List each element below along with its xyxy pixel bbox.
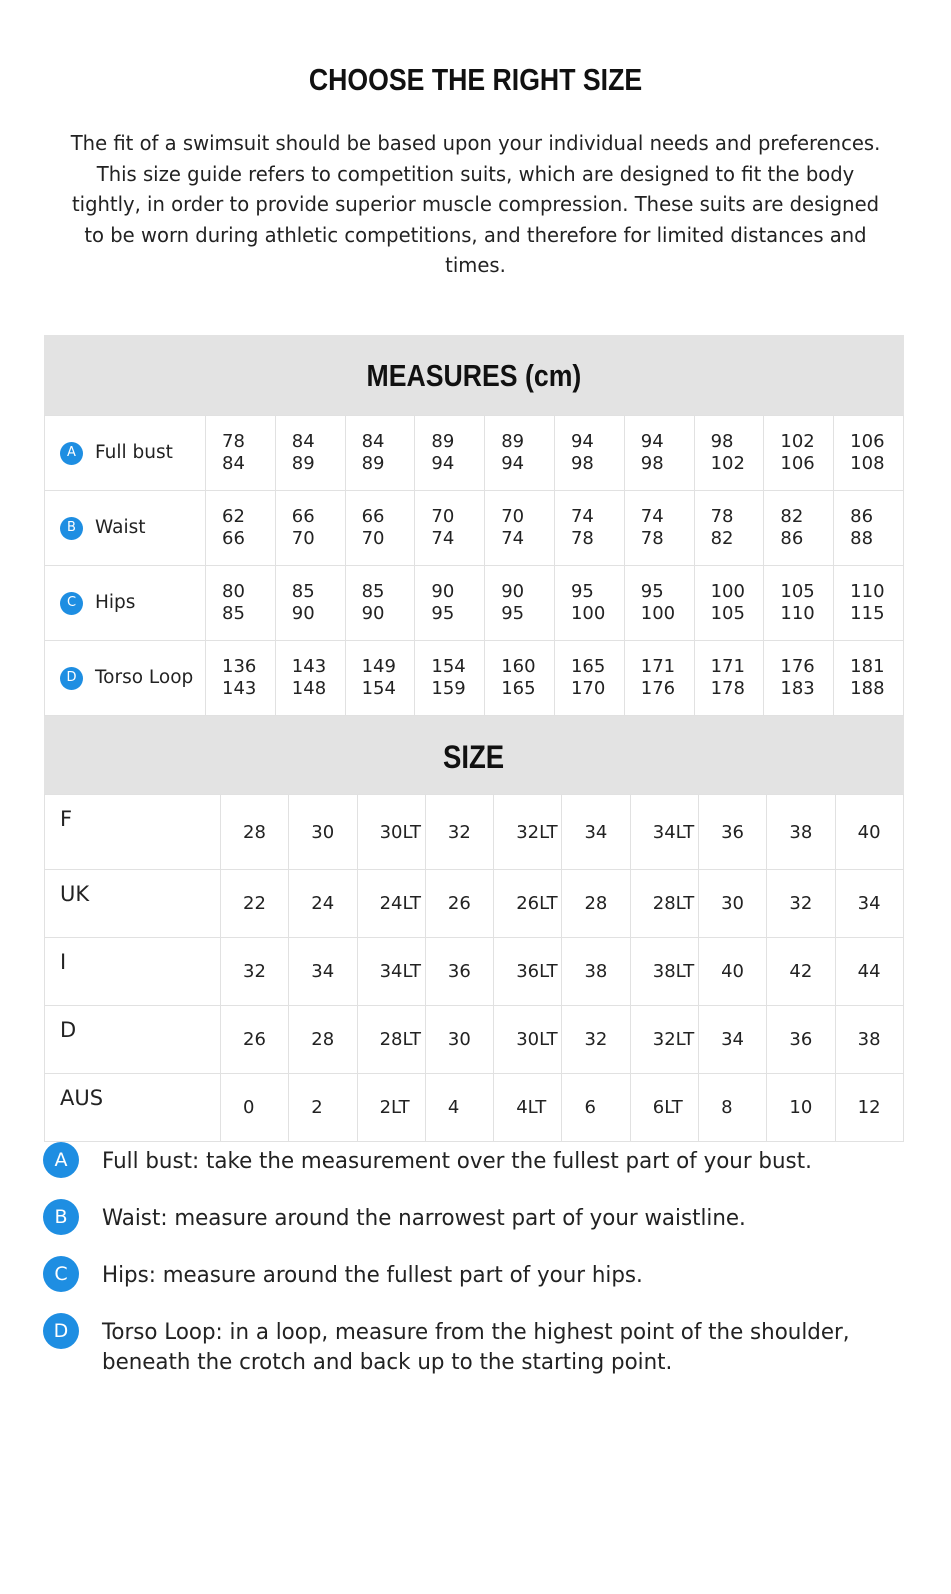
range-min: 70	[431, 506, 455, 527]
range-max: 170	[570, 678, 606, 699]
measure-label	[45, 592, 205, 615]
range-min: 66	[291, 506, 315, 527]
measure-value-cell	[834, 641, 904, 716]
size-row	[45, 870, 904, 938]
measure-value-cell	[415, 641, 485, 716]
range-min: 106	[850, 431, 885, 452]
measure-name: Full bust	[95, 442, 173, 463]
badge-icon: A	[60, 442, 83, 465]
range-max: 70	[291, 528, 315, 549]
size-value-cell: 24	[289, 870, 357, 938]
range-min: 84	[291, 431, 315, 452]
size-value-cell: 30LT	[357, 795, 425, 870]
range-max: 100	[570, 603, 606, 624]
range-max: 84	[222, 453, 245, 474]
range-max: 188	[850, 678, 885, 699]
range-max: 86	[780, 528, 804, 549]
size-value-cell: 38LT	[630, 938, 698, 1006]
size-value-cell: 22	[221, 870, 289, 938]
measure-label	[45, 517, 205, 540]
range-max: 183	[780, 678, 815, 699]
range-min: 98	[710, 431, 734, 452]
measure-value-cell	[554, 641, 624, 716]
page-title: CHOOSE THE RIGHT SIZE	[308, 62, 643, 97]
measure-value-cell	[206, 491, 276, 566]
size-value-cell: 28	[289, 1006, 357, 1074]
measure-value-cell	[694, 416, 764, 491]
range-min: 181	[850, 656, 885, 677]
measure-value-cell	[415, 416, 485, 491]
legend-item	[43, 1199, 923, 1235]
size-value-cell: 44	[835, 938, 903, 1006]
range-min: 165	[570, 656, 606, 677]
size-system-label: D	[45, 1006, 221, 1074]
measure-value-cell	[345, 491, 415, 566]
intro-paragraph: The fit of a swimsuit should be based upon your individual needs and preferences. This size guide refers to competition suits, which are designed to fit the body tightly, in order to provide superior muscle compression. These suits are designed to be worn during athletic competitions, and therefore for limited distances and times.	[70, 131, 881, 277]
measure-value-cell	[624, 566, 694, 641]
size-value-cell: 2	[289, 1074, 357, 1142]
measure-value-cell	[694, 641, 764, 716]
range-max: 89	[361, 453, 385, 474]
size-row	[45, 938, 904, 1006]
range-max: 70	[361, 528, 385, 549]
range-max: 85	[222, 603, 245, 624]
size-value-cell: 26LT	[494, 870, 562, 938]
badge-icon: A	[43, 1142, 79, 1178]
range-min: 95	[570, 581, 594, 602]
range-max: 89	[291, 453, 315, 474]
legend-item	[43, 1142, 923, 1178]
legend-text: Hips: measure around the fullest part of your hips.	[102, 1262, 643, 1288]
measure-value-cell	[345, 566, 415, 641]
size-value-cell: 36LT	[494, 938, 562, 1006]
size-value-cell: 34LT	[357, 938, 425, 1006]
size-value-cell: 34LT	[630, 795, 698, 870]
measure-value-cell	[485, 491, 555, 566]
range-min: 136	[222, 656, 257, 677]
range-min: 82	[780, 506, 804, 527]
range-min: 74	[640, 506, 664, 527]
range-min: 90	[431, 581, 455, 602]
range-max: 94	[501, 453, 525, 474]
size-value-cell: 38	[562, 938, 630, 1006]
range-min: 74	[570, 506, 594, 527]
range-min: 171	[710, 656, 745, 677]
size-value-cell: 38	[767, 795, 835, 870]
measure-value-cell	[554, 566, 624, 641]
badge-icon: C	[43, 1256, 79, 1292]
size-row	[45, 1006, 904, 1074]
measure-value-cell	[485, 416, 555, 491]
size-value-cell: 6LT	[630, 1074, 698, 1142]
range-min: 89	[431, 431, 455, 452]
range-max: 148	[291, 678, 327, 699]
size-value-cell: 2LT	[357, 1074, 425, 1142]
range-max: 95	[501, 603, 525, 624]
measure-value-cell	[834, 491, 904, 566]
range-max: 74	[501, 528, 525, 549]
measure-value-cell	[415, 566, 485, 641]
range-min: 94	[640, 431, 664, 452]
measure-name: Hips	[95, 592, 136, 613]
range-max: 90	[361, 603, 385, 624]
range-max: 108	[850, 453, 885, 474]
range-min: 105	[780, 581, 815, 602]
measure-value-cell	[206, 566, 276, 641]
legend-item	[43, 1256, 923, 1292]
range-min: 85	[291, 581, 315, 602]
badge-icon: D	[43, 1313, 79, 1349]
measure-value-cell	[415, 491, 485, 566]
range-min: 86	[850, 506, 874, 527]
measure-value-cell	[764, 641, 834, 716]
range-max: 95	[431, 603, 455, 624]
size-value-cell: 4	[425, 1074, 493, 1142]
size-value-cell: 34	[289, 938, 357, 1006]
measure-value-cell	[206, 416, 276, 491]
size-value-cell: 34	[699, 1006, 767, 1074]
measure-value-cell	[485, 566, 555, 641]
range-min: 160	[501, 656, 536, 677]
size-value-cell: 30	[699, 870, 767, 938]
size-system-label: UK	[45, 870, 221, 938]
range-min: 62	[222, 506, 245, 527]
range-max: 102	[710, 453, 745, 474]
measure-label-cell	[45, 416, 206, 491]
size-value-cell: 32	[221, 938, 289, 1006]
measure-value-cell	[275, 566, 345, 641]
size-value-cell: 32	[562, 1006, 630, 1074]
legend-item	[43, 1313, 923, 1377]
measures-table	[44, 415, 904, 716]
measure-row	[45, 641, 904, 716]
range-min: 89	[501, 431, 525, 452]
range-max: 98	[570, 453, 594, 474]
range-min: 102	[780, 431, 815, 452]
measurement-legend	[43, 1142, 923, 1398]
size-value-cell: 36	[767, 1006, 835, 1074]
size-value-cell: 28	[221, 795, 289, 870]
range-max: 66	[222, 528, 245, 549]
size-system-label: AUS	[45, 1074, 221, 1142]
range-min: 66	[361, 506, 385, 527]
measure-value-cell	[834, 566, 904, 641]
size-heading: SIZE	[44, 716, 904, 794]
size-value-cell: 34	[562, 795, 630, 870]
size-value-cell: 30LT	[494, 1006, 562, 1074]
badge-icon: D	[60, 667, 83, 690]
size-system-label: F	[45, 795, 221, 870]
measure-value-cell	[485, 641, 555, 716]
range-max: 78	[640, 528, 664, 549]
range-min: 110	[850, 581, 885, 602]
range-max: 78	[570, 528, 594, 549]
size-value-cell: 32	[425, 795, 493, 870]
range-min: 154	[431, 656, 466, 677]
range-min: 80	[222, 581, 245, 602]
size-system-label: I	[45, 938, 221, 1006]
size-value-cell: 38	[835, 1006, 903, 1074]
size-value-cell: 0	[221, 1074, 289, 1142]
measure-value-cell	[624, 491, 694, 566]
range-min: 90	[501, 581, 525, 602]
measure-row	[45, 416, 904, 491]
size-row	[45, 1074, 904, 1142]
measure-value-cell	[624, 416, 694, 491]
range-max: 105	[710, 603, 745, 624]
range-max: 176	[640, 678, 676, 699]
range-min: 70	[501, 506, 525, 527]
size-value-cell: 12	[835, 1074, 903, 1142]
range-max: 88	[850, 528, 874, 549]
range-max: 74	[431, 528, 455, 549]
size-value-cell: 28LT	[357, 1006, 425, 1074]
range-max: 106	[780, 453, 815, 474]
badge-icon: C	[60, 592, 83, 615]
size-value-cell: 26	[425, 870, 493, 938]
measure-label	[45, 667, 205, 690]
size-value-cell: 30	[425, 1006, 493, 1074]
size-chart-table	[44, 335, 904, 1142]
size-value-cell: 8	[699, 1074, 767, 1142]
measure-value-cell	[554, 491, 624, 566]
size-value-cell: 28	[562, 870, 630, 938]
size-value-cell: 36	[425, 938, 493, 1006]
measure-label-cell	[45, 491, 206, 566]
measure-value-cell	[275, 641, 345, 716]
size-value-cell: 32LT	[630, 1006, 698, 1074]
measure-value-cell	[206, 641, 276, 716]
range-max: 159	[431, 678, 466, 699]
size-value-cell: 32	[767, 870, 835, 938]
size-value-cell: 10	[767, 1074, 835, 1142]
range-min: 85	[361, 581, 385, 602]
measure-value-cell	[345, 641, 415, 716]
range-min: 171	[640, 656, 676, 677]
size-value-cell: 40	[835, 795, 903, 870]
measure-value-cell	[554, 416, 624, 491]
size-value-cell: 40	[699, 938, 767, 1006]
badge-icon: B	[43, 1199, 79, 1235]
measure-label-cell	[45, 566, 206, 641]
measure-value-cell	[694, 566, 764, 641]
size-value-cell: 42	[767, 938, 835, 1006]
measure-value-cell	[764, 491, 834, 566]
range-min: 94	[570, 431, 594, 452]
measure-value-cell	[275, 416, 345, 491]
range-max: 94	[431, 453, 455, 474]
range-min: 143	[291, 656, 327, 677]
range-min: 149	[361, 656, 396, 677]
measure-value-cell	[764, 416, 834, 491]
range-max: 90	[291, 603, 315, 624]
size-row	[45, 795, 904, 870]
badge-icon: B	[60, 517, 83, 540]
range-max: 154	[361, 678, 396, 699]
range-min: 78	[710, 506, 734, 527]
measure-value-cell	[275, 491, 345, 566]
measure-name: Waist	[95, 517, 146, 538]
size-value-cell: 32LT	[494, 795, 562, 870]
measure-value-cell	[624, 641, 694, 716]
measure-value-cell	[345, 416, 415, 491]
measure-value-cell	[834, 416, 904, 491]
size-value-cell: 26	[221, 1006, 289, 1074]
range-min: 100	[710, 581, 745, 602]
legend-text: Waist: measure around the narrowest part of your waistline.	[102, 1205, 746, 1231]
range-min: 78	[222, 431, 245, 452]
size-value-cell: 4LT	[494, 1074, 562, 1142]
measure-value-cell	[764, 566, 834, 641]
range-max: 115	[850, 603, 885, 624]
size-value-cell: 6	[562, 1074, 630, 1142]
range-min: 176	[780, 656, 815, 677]
range-max: 143	[222, 678, 257, 699]
size-value-cell: 34	[835, 870, 903, 938]
range-max: 82	[710, 528, 734, 549]
measure-label	[45, 442, 205, 465]
size-value-cell: 28LT	[630, 870, 698, 938]
range-max: 110	[780, 603, 815, 624]
measure-row	[45, 566, 904, 641]
measure-name: Torso Loop	[95, 667, 194, 688]
range-max: 98	[640, 453, 664, 474]
size-table	[44, 794, 904, 1142]
range-max: 178	[710, 678, 745, 699]
range-min: 95	[640, 581, 664, 602]
range-max: 100	[640, 603, 676, 624]
size-value-cell: 24LT	[357, 870, 425, 938]
legend-text: Torso Loop: in a loop, measure from the highest point of the shoulder, beneath the crotch and back up to the starting point.	[102, 1319, 850, 1375]
size-value-cell: 30	[289, 795, 357, 870]
measure-row	[45, 491, 904, 566]
measure-label-cell	[45, 641, 206, 716]
measures-heading: MEASURES (cm)	[44, 335, 904, 415]
legend-text: Full bust: take the measurement over the fullest part of your bust.	[102, 1148, 812, 1174]
range-min: 84	[361, 431, 385, 452]
range-max: 165	[501, 678, 536, 699]
size-value-cell: 36	[699, 795, 767, 870]
measure-value-cell	[694, 491, 764, 566]
